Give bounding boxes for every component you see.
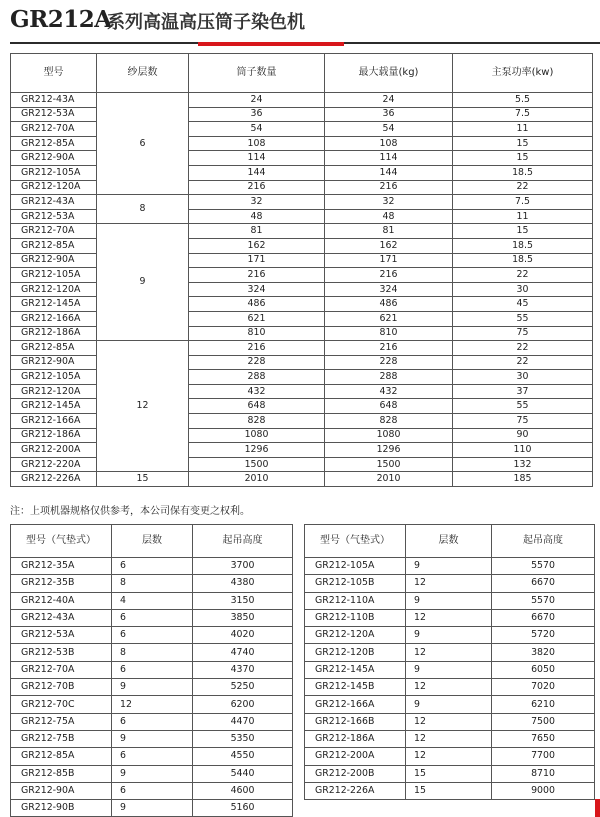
model-cell: GR212-53A: [11, 627, 112, 644]
table-row: [11, 609, 293, 626]
column-header: 型号（气垫式）: [305, 525, 406, 558]
model-cell: GR212-226A: [11, 472, 97, 487]
lift-height-cell: 5350: [193, 730, 293, 747]
table-row: [11, 575, 293, 592]
lift-height-cell: 5250: [193, 679, 293, 696]
pump-power-cell: 11: [453, 209, 593, 224]
layers-cell: 9: [406, 696, 492, 713]
model-cell: GR212-105A: [11, 165, 97, 180]
pump-power-cell: 5.5: [453, 93, 593, 108]
pump-power-cell: 7.5: [453, 195, 593, 210]
bobbin-count-cell: 32: [189, 195, 325, 210]
model-cell: GR212-85A: [11, 136, 97, 151]
pump-power-cell: 22: [453, 268, 593, 283]
max-load-cell: 216: [325, 268, 453, 283]
pump-power-cell: 22: [453, 180, 593, 195]
model-cell: GR212-85A: [11, 748, 112, 765]
max-load-cell: 32: [325, 195, 453, 210]
spec-table: [10, 53, 593, 487]
model-cell: GR212-110B: [305, 609, 406, 626]
lift-height-cell: 5570: [492, 592, 595, 609]
table-row: [11, 782, 293, 799]
lift-height-cell: 6050: [492, 661, 595, 678]
lift-height-cell: 9000: [492, 782, 595, 799]
model-cell: GR212-145A: [11, 297, 97, 312]
lift-height-cell: 6670: [492, 575, 595, 592]
pump-power-cell: 22: [453, 355, 593, 370]
layers-cell: 12: [406, 748, 492, 765]
table-row: [11, 195, 593, 210]
bobbin-count-cell: 216: [189, 268, 325, 283]
bobbin-count-cell: 36: [189, 107, 325, 122]
model-cell: GR212-220A: [11, 457, 97, 472]
pump-power-cell: 185: [453, 472, 593, 487]
bobbin-count-cell: 144: [189, 165, 325, 180]
lift-height-cell: 5440: [193, 765, 293, 782]
bobbin-count-cell: 24: [189, 93, 325, 108]
layers-cell: 12: [406, 609, 492, 626]
model-cell: GR212-105A: [11, 268, 97, 283]
corner-accent: [595, 799, 600, 817]
max-load-cell: 81: [325, 224, 453, 239]
pump-power-cell: 7.5: [453, 107, 593, 122]
max-load-cell: 114: [325, 151, 453, 166]
column-header: 主泵功率(kw): [453, 54, 593, 93]
pump-power-cell: 15: [453, 136, 593, 151]
air-cushion-table-left: [10, 524, 293, 817]
model-cell: GR212-166A: [11, 311, 97, 326]
layers-cell: 6: [112, 782, 193, 799]
table-row: [305, 558, 595, 575]
lift-height-cell: 4740: [193, 644, 293, 661]
pump-power-cell: 45: [453, 297, 593, 312]
model-cell: GR212-110A: [305, 592, 406, 609]
pump-power-cell: 55: [453, 399, 593, 414]
max-load-cell: 108: [325, 136, 453, 151]
model-cell: GR212-105B: [305, 575, 406, 592]
pump-power-cell: 15: [453, 151, 593, 166]
model-cell: GR212-166B: [305, 713, 406, 730]
layers-cell: 9: [112, 765, 193, 782]
lift-height-cell: 3700: [193, 558, 293, 575]
model-cell: GR212-120A: [11, 180, 97, 195]
lift-height-cell: 6670: [492, 609, 595, 626]
disclaimer-note: 注：上项机器规格仅供参考，本公司保有变更之权利。: [10, 506, 250, 517]
table-row: [11, 696, 293, 713]
model-cell: GR212-43A: [11, 609, 112, 626]
model-cell: GR212-145A: [11, 399, 97, 414]
model-cell: GR212-75A: [11, 713, 112, 730]
model-cell: GR212-105A: [11, 370, 97, 385]
table-row: [11, 627, 293, 644]
header-row: [11, 525, 293, 558]
column-header: 起吊高度: [492, 525, 595, 558]
model-cell: GR212-105A: [305, 558, 406, 575]
max-load-cell: 162: [325, 238, 453, 253]
model-cell: GR212-120A: [11, 282, 97, 297]
max-load-cell: 2010: [325, 472, 453, 487]
model-cell: GR212-35A: [11, 558, 112, 575]
table-row: [305, 609, 595, 626]
lift-height-cell: 4550: [193, 748, 293, 765]
model-cell: GR212-200B: [305, 765, 406, 782]
layers-cell: 6: [112, 609, 193, 626]
lift-height-cell: 6200: [193, 696, 293, 713]
pump-power-cell: 11: [453, 122, 593, 137]
lift-height-cell: 4470: [193, 713, 293, 730]
layers-cell: 4: [112, 592, 193, 609]
table-row: [305, 782, 595, 799]
model-cell: GR212-120A: [11, 384, 97, 399]
table-row: [11, 341, 593, 356]
layers-cell: 6: [112, 627, 193, 644]
layers-cell: 12: [97, 341, 189, 472]
model-cell: GR212-70A: [11, 122, 97, 137]
model-cell: GR212-166A: [11, 414, 97, 429]
table-row: [305, 592, 595, 609]
model-cell: GR212-186A: [11, 428, 97, 443]
bobbin-count-cell: 171: [189, 253, 325, 268]
table-row: [11, 644, 293, 661]
model-cell: GR212-85B: [11, 765, 112, 782]
layers-cell: 12: [406, 644, 492, 661]
lift-height-cell: 7020: [492, 679, 595, 696]
model-cell: GR212-43A: [11, 195, 97, 210]
column-header: 起吊高度: [193, 525, 293, 558]
model-cell: GR212-186A: [11, 326, 97, 341]
model-cell: GR212-145A: [305, 661, 406, 678]
bobbin-count-cell: 81: [189, 224, 325, 239]
column-header: 纱层数: [97, 54, 189, 93]
lift-height-cell: 6210: [492, 696, 595, 713]
model-cell: GR212-186A: [305, 730, 406, 747]
model-cell: GR212-70A: [11, 661, 112, 678]
layers-cell: 6: [112, 558, 193, 575]
table-row: [11, 748, 293, 765]
layers-cell: 8: [97, 195, 189, 224]
model-cell: GR212-75B: [11, 730, 112, 747]
model-cell: GR212-166A: [305, 696, 406, 713]
pump-power-cell: 110: [453, 443, 593, 458]
bobbin-count-cell: 108: [189, 136, 325, 151]
lift-height-cell: 4370: [193, 661, 293, 678]
air-cushion-table-right: [304, 524, 595, 800]
layers-cell: 9: [406, 592, 492, 609]
layers-cell: 6: [112, 661, 193, 678]
model-cell: GR212-85A: [11, 238, 97, 253]
lift-height-cell: 3820: [492, 644, 595, 661]
pump-power-cell: 132: [453, 457, 593, 472]
max-load-cell: 1080: [325, 428, 453, 443]
layers-cell: 12: [406, 575, 492, 592]
column-header: 筒子数量: [189, 54, 325, 93]
bobbin-count-cell: 216: [189, 341, 325, 356]
layers-cell: 6: [112, 748, 193, 765]
title-accent-bar: [198, 42, 344, 46]
pump-power-cell: 18.5: [453, 238, 593, 253]
model-cell: GR212-90B: [11, 800, 112, 817]
bobbin-count-cell: 228: [189, 355, 325, 370]
table-row: [305, 644, 595, 661]
model-cell: GR212-40A: [11, 592, 112, 609]
model-cell: GR212-90A: [11, 151, 97, 166]
table-row: [11, 472, 593, 487]
table-row: [11, 713, 293, 730]
lift-height-cell: 3850: [193, 609, 293, 626]
max-load-cell: 1500: [325, 457, 453, 472]
model-cell: GR212-70C: [11, 696, 112, 713]
column-header: 型号（气垫式）: [11, 525, 112, 558]
layers-cell: 9: [97, 224, 189, 341]
table-row: [305, 575, 595, 592]
bobbin-count-cell: 621: [189, 311, 325, 326]
layers-cell: 9: [406, 558, 492, 575]
pump-power-cell: 22: [453, 341, 593, 356]
bobbin-count-cell: 828: [189, 414, 325, 429]
layers-cell: 9: [406, 627, 492, 644]
layers-cell: 15: [406, 782, 492, 799]
table-row: [305, 730, 595, 747]
layers-cell: 15: [406, 765, 492, 782]
pump-power-cell: 90: [453, 428, 593, 443]
table-row: [305, 679, 595, 696]
model-cell: GR212-90A: [11, 355, 97, 370]
model-cell: GR212-200A: [305, 748, 406, 765]
model-cell: GR212-120B: [305, 644, 406, 661]
lift-height-cell: 5570: [492, 558, 595, 575]
bobbin-count-cell: 162: [189, 238, 325, 253]
table-row: [305, 765, 595, 782]
pump-power-cell: 75: [453, 326, 593, 341]
lift-height-cell: 7650: [492, 730, 595, 747]
bobbin-count-cell: 324: [189, 282, 325, 297]
lift-height-cell: 5160: [193, 800, 293, 817]
lift-height-cell: 3150: [193, 592, 293, 609]
model-cell: GR212-90A: [11, 782, 112, 799]
model-cell: GR212-35B: [11, 575, 112, 592]
bobbin-count-cell: 54: [189, 122, 325, 137]
bobbin-count-cell: 48: [189, 209, 325, 224]
table-row: [305, 713, 595, 730]
model-cell: GR212-53A: [11, 107, 97, 122]
pump-power-cell: 75: [453, 414, 593, 429]
pump-power-cell: 30: [453, 370, 593, 385]
lift-height-cell: 8710: [492, 765, 595, 782]
model-cell: GR212-70B: [11, 679, 112, 696]
table-row: [11, 730, 293, 747]
layers-cell: 9: [112, 800, 193, 817]
bobbin-count-cell: 432: [189, 384, 325, 399]
max-load-cell: 48: [325, 209, 453, 224]
max-load-cell: 216: [325, 180, 453, 195]
layers-cell: 12: [406, 679, 492, 696]
bobbin-count-cell: 1296: [189, 443, 325, 458]
pump-power-cell: 55: [453, 311, 593, 326]
max-load-cell: 171: [325, 253, 453, 268]
table-row: [11, 661, 293, 678]
lift-height-cell: 7700: [492, 748, 595, 765]
bobbin-count-cell: 1080: [189, 428, 325, 443]
page-title: [10, 6, 600, 44]
max-load-cell: 810: [325, 326, 453, 341]
table-row: [11, 679, 293, 696]
column-header: 型号: [11, 54, 97, 93]
pump-power-cell: 15: [453, 224, 593, 239]
table-row: [11, 224, 593, 239]
max-load-cell: 324: [325, 282, 453, 297]
layers-cell: 12: [406, 713, 492, 730]
lift-height-cell: 4380: [193, 575, 293, 592]
max-load-cell: 648: [325, 399, 453, 414]
model-cell: GR212-70A: [11, 224, 97, 239]
title-code: GR212A: [10, 6, 112, 33]
column-header: 层数: [406, 525, 492, 558]
pump-power-cell: 30: [453, 282, 593, 297]
bobbin-count-cell: 2010: [189, 472, 325, 487]
layers-cell: 15: [97, 472, 189, 487]
max-load-cell: 144: [325, 165, 453, 180]
layers-cell: 12: [406, 730, 492, 747]
column-header: 最大载量(kg): [325, 54, 453, 93]
max-load-cell: 24: [325, 93, 453, 108]
model-cell: GR212-145B: [305, 679, 406, 696]
table-row: [11, 558, 293, 575]
max-load-cell: 1296: [325, 443, 453, 458]
table-row: [305, 748, 595, 765]
pump-power-cell: 18.5: [453, 165, 593, 180]
model-cell: GR212-53B: [11, 644, 112, 661]
layers-cell: 6: [97, 93, 189, 195]
pump-power-cell: 18.5: [453, 253, 593, 268]
column-header: 层数: [112, 525, 193, 558]
table-row: [305, 627, 595, 644]
header-row: [11, 54, 593, 93]
max-load-cell: 228: [325, 355, 453, 370]
model-cell: GR212-120A: [305, 627, 406, 644]
model-cell: GR212-90A: [11, 253, 97, 268]
max-load-cell: 288: [325, 370, 453, 385]
bobbin-count-cell: 216: [189, 180, 325, 195]
max-load-cell: 621: [325, 311, 453, 326]
bobbin-count-cell: 288: [189, 370, 325, 385]
layers-cell: 9: [112, 679, 193, 696]
title-name: 系列高温高压筒子染色机: [107, 12, 305, 33]
table-row: [11, 93, 593, 108]
pump-power-cell: 37: [453, 384, 593, 399]
table-row: [305, 661, 595, 678]
lift-height-cell: 4020: [193, 627, 293, 644]
max-load-cell: 216: [325, 341, 453, 356]
bobbin-count-cell: 1500: [189, 457, 325, 472]
layers-cell: 9: [406, 661, 492, 678]
table-row: [11, 800, 293, 817]
max-load-cell: 36: [325, 107, 453, 122]
lift-height-cell: 4600: [193, 782, 293, 799]
max-load-cell: 432: [325, 384, 453, 399]
layers-cell: 8: [112, 575, 193, 592]
bobbin-count-cell: 486: [189, 297, 325, 312]
max-load-cell: 828: [325, 414, 453, 429]
lift-height-cell: 7500: [492, 713, 595, 730]
bobbin-count-cell: 648: [189, 399, 325, 414]
layers-cell: 8: [112, 644, 193, 661]
model-cell: GR212-200A: [11, 443, 97, 458]
model-cell: GR212-85A: [11, 341, 97, 356]
layers-cell: 12: [112, 696, 193, 713]
layers-cell: 6: [112, 713, 193, 730]
layers-cell: 9: [112, 730, 193, 747]
model-cell: GR212-226A: [305, 782, 406, 799]
lift-height-cell: 5720: [492, 627, 595, 644]
bobbin-count-cell: 114: [189, 151, 325, 166]
header-row: [305, 525, 595, 558]
max-load-cell: 54: [325, 122, 453, 137]
table-row: [11, 765, 293, 782]
table-row: [305, 696, 595, 713]
model-cell: GR212-53A: [11, 209, 97, 224]
max-load-cell: 486: [325, 297, 453, 312]
bobbin-count-cell: 810: [189, 326, 325, 341]
table-row: [11, 592, 293, 609]
model-cell: GR212-43A: [11, 93, 97, 108]
